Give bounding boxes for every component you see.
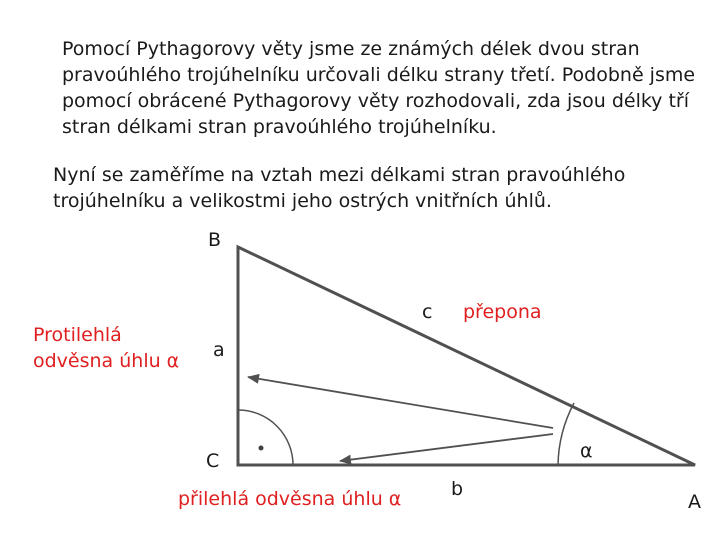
- hypotenuse-label: přepona: [463, 301, 542, 323]
- vertex-c-label: C: [206, 450, 220, 472]
- angle-alpha-label: α: [580, 440, 593, 462]
- triangle-shape: [238, 247, 695, 465]
- adjacent-leg-label: přilehlá odvěsna úhlu α: [178, 488, 402, 510]
- intro-paragraph: Pomocí Pythagorovy věty jsme ze známých délek dvou stran pravoúhlého trojúhelníku určovali délku strany třetí. Podobně jsme pomocí obrácené Pythagorovy věty rozhodovali, zda jsou délky tří stran délkami stran pravoúhlého trojúhelníku.: [62, 38, 696, 138]
- vertex-a-label: A: [688, 491, 701, 513]
- side-c-label: c: [422, 301, 433, 323]
- side-a-label: a: [213, 339, 225, 361]
- focus-paragraph: Nyní se zaměříme na vztah mezi délkami stran pravoúhlého trojúhelníku a velikostmi jeho ostrých vnitřních úhlů.: [53, 164, 626, 212]
- opposite-leg-arrow: [248, 377, 553, 428]
- opposite-leg-label: Protilehlá odvěsna úhlu α: [33, 324, 180, 372]
- alpha-angle-arc: [558, 403, 574, 465]
- adjacent-leg-arrow: [340, 434, 553, 461]
- side-b-label: b: [451, 478, 464, 500]
- right-angle-dot: [259, 446, 264, 451]
- right-angle-arc: [238, 410, 293, 465]
- vertex-b-label: B: [208, 229, 222, 251]
